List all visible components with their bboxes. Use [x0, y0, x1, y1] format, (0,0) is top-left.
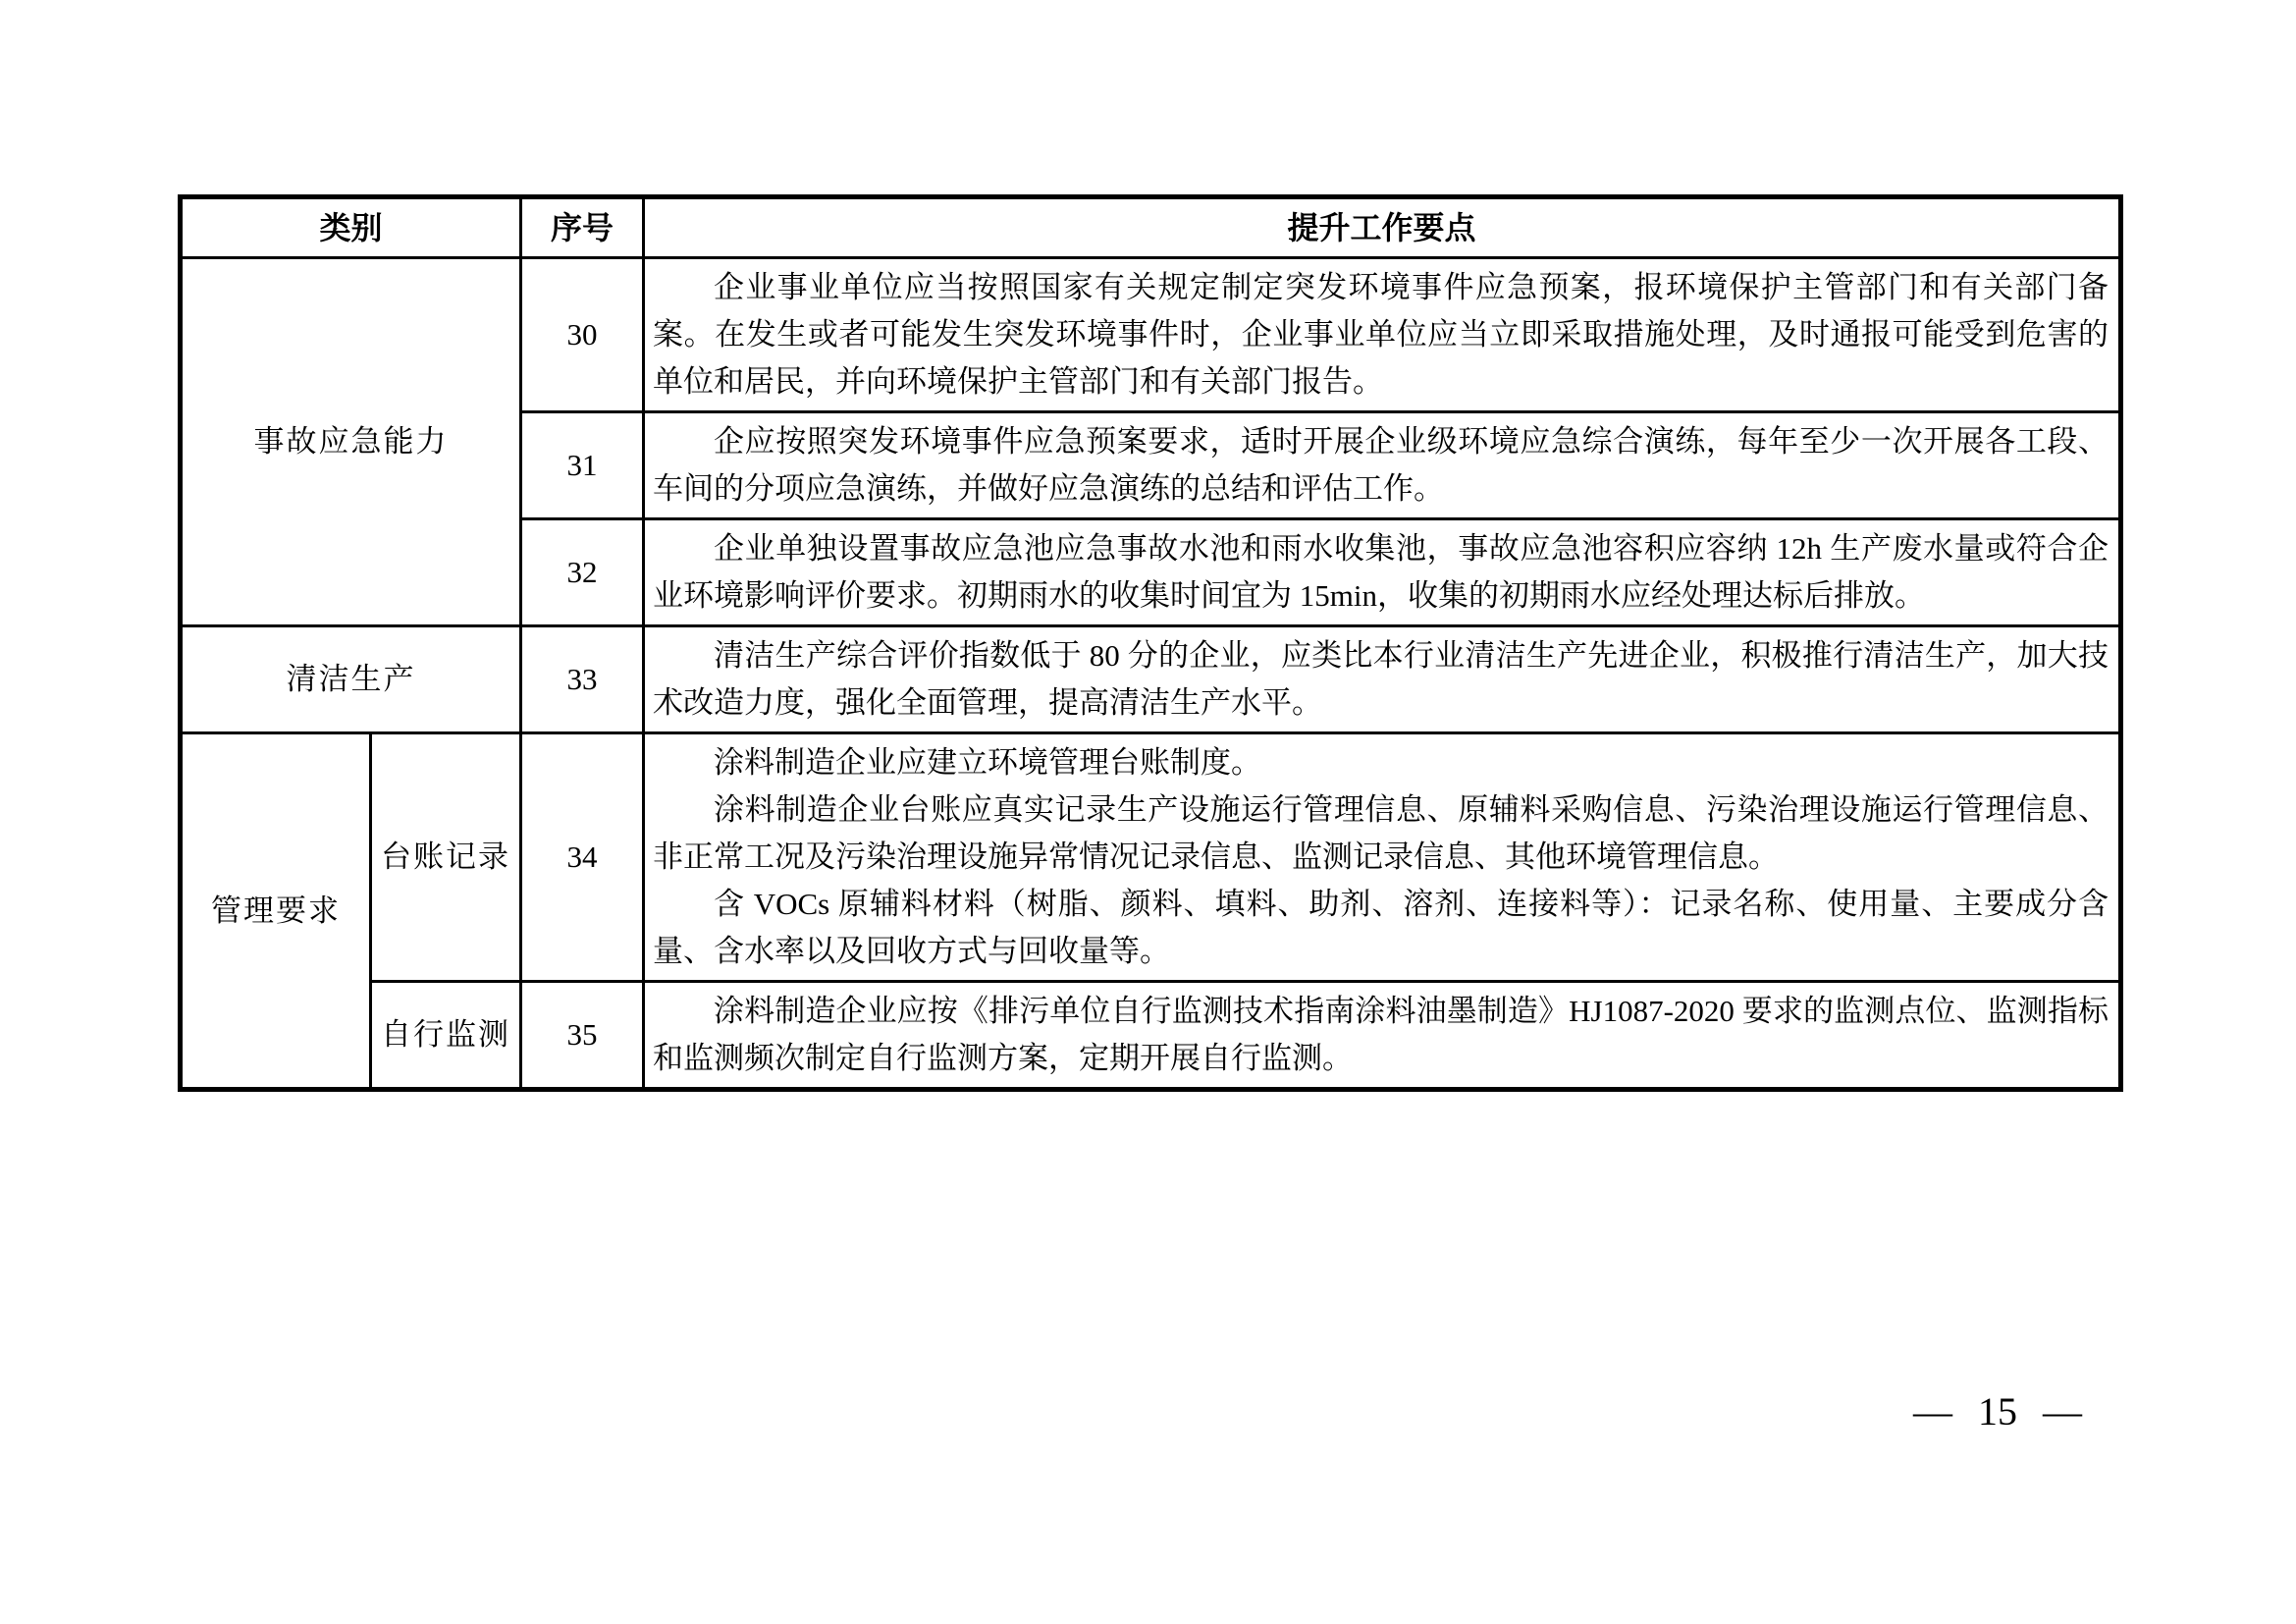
serial-cell: 30 [521, 258, 644, 412]
subcategory-cell-ledger: 台账记录 [371, 733, 521, 982]
serial-cell: 32 [521, 519, 644, 626]
points-cell [644, 519, 2121, 626]
column-header-serial: 序号 [521, 197, 644, 258]
table-row [181, 258, 2121, 412]
points-paragraph: 涂料制造企业应按《排污单位自行监测技术指南涂料油墨制造》HJ1087-2020 要求的监测点位、监测指标和监测频次制定自行监测方案，定期开展自行监测。 [653, 994, 2109, 1075]
table-header-row [181, 197, 2121, 258]
table-row [181, 626, 2121, 733]
category-cell-emergency: 事故应急能力 [181, 258, 521, 626]
points-paragraph: 含 VOCs 原辅料材料（树脂、颜料、填料、助剂、溶剂、连接料等）：记录名称、使用量、主要成分含量、含水率以及回收方式与回收量等。 [653, 887, 2109, 968]
table-row [181, 733, 2121, 982]
points-paragraph: 涂料制造企业应建立环境管理台账制度。 [714, 745, 1262, 780]
points-cell [644, 258, 2121, 412]
points-paragraph: 清洁生产综合评价指数低于 80 分的企业，应类比本行业清洁生产先进企业，积极推行清洁生产，加大技术改造力度，强化全面管理，提高清洁生产水平。 [653, 638, 2109, 720]
points-cell [644, 626, 2121, 733]
serial-cell: 34 [521, 733, 644, 982]
points-cell [644, 982, 2121, 1090]
points-paragraph: 企业事业单位应当按照国家有关规定制定突发环境事件应急预案，报环境保护主管部门和有关部门备案。在发生或者可能发生突发环境事件时，企业事业单位应当立即采取措施处理，及时通报可能受到危害的单位和居民，并向环境保护主管部门和有关部门报告。 [653, 270, 2109, 399]
page-number: — 15 — [1913, 1389, 2082, 1434]
serial-cell: 33 [521, 626, 644, 733]
serial-cell: 35 [521, 982, 644, 1090]
points-paragraph: 企业单独设置事故应急池应急事故水池和雨水收集池，事故应急池容积应容纳 12h 生产废水量或符合企业环境影响评价要求。初期雨水的收集时间宜为 15min，收集的初期雨水应经处理达标后排放。 [653, 531, 2109, 613]
points-paragraph: 企应按照突发环境事件应急预案要求，适时开展企业级环境应急综合演练，每年至少一次开展各工段、车间的分项应急演练，并做好应急演练的总结和评估工作。 [653, 424, 2109, 506]
table-row [181, 982, 2121, 1090]
category-cell-management: 管理要求 [181, 733, 371, 1090]
column-header-category: 类别 [181, 197, 521, 258]
category-cell-clean-production: 清洁生产 [181, 626, 521, 733]
improvement-points-table [178, 194, 2123, 1092]
points-cell [644, 412, 2121, 519]
subcategory-cell-self-monitoring: 自行监测 [371, 982, 521, 1090]
points-paragraph: 涂料制造企业台账应真实记录生产设施运行管理信息、原辅料采购信息、污染治理设施运行管理信息、非正常工况及污染治理设施异常情况记录信息、监测记录信息、其他环境管理信息。 [653, 792, 2109, 874]
serial-cell: 31 [521, 412, 644, 519]
points-cell [644, 733, 2121, 982]
column-header-points: 提升工作要点 [644, 197, 2121, 258]
